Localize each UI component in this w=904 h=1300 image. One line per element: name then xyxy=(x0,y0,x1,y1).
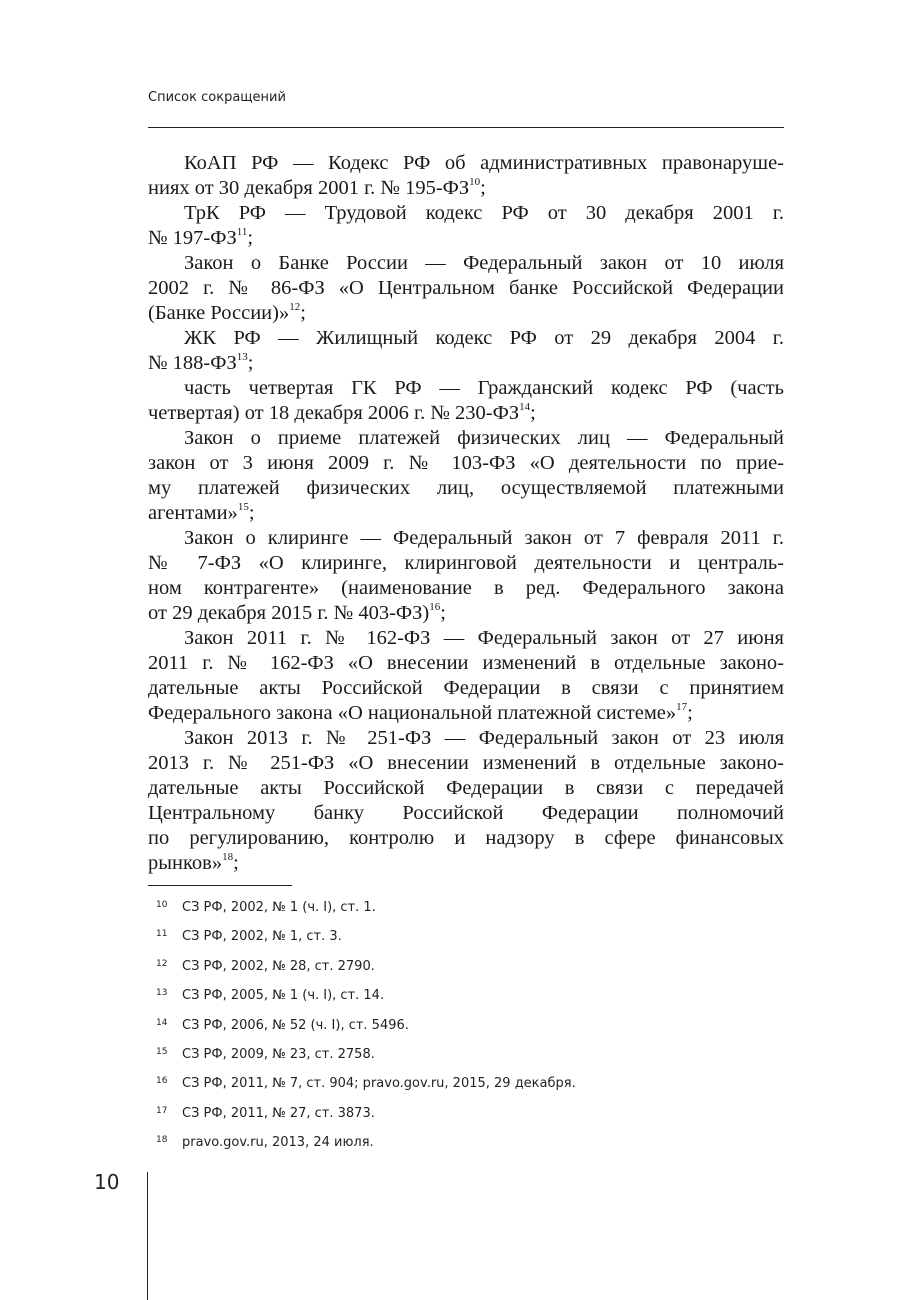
abbreviation-entry xyxy=(148,626,784,726)
page-margin-rule xyxy=(147,1172,148,1300)
footnote-number: 18 xyxy=(156,1135,168,1146)
entry-line: по регулированию, контролю и надзору в сфере финансовых xyxy=(148,827,784,849)
entry-line: Закон 2011 г. № 162-ФЗ — Федеральный закон от 27 июня xyxy=(184,627,784,649)
entry-line-last: Федерального закона «О национальной платежной системе»$^{17}$; xyxy=(148,701,693,724)
footnote-number: 16 xyxy=(156,1076,168,1087)
entry-line-last: ниях от 30 декабря 2001 г. № 195-ФЗ$^{10}$; xyxy=(148,176,486,199)
entry-line: закон от 3 июня 2009 г. № 103-ФЗ «О деятельности по прие- xyxy=(148,452,784,474)
footnote xyxy=(148,988,784,1017)
footnote-text: СЗ РФ, 2011, № 27, ст. 3873. xyxy=(182,1105,375,1121)
footnote-number: 12 xyxy=(156,958,168,969)
entry-line: ном контрагенте» (наименование в ред. Федерального закона xyxy=(148,577,784,599)
entry-line: Центральному банку Российской Федерации полномочий xyxy=(148,802,784,824)
footnote-text: СЗ РФ, 2002, № 1 (ч. I), ст. 1. xyxy=(182,900,376,915)
abbreviation-entry xyxy=(148,201,784,251)
footnote-text: СЗ РФ, 2005, № 1 (ч. I), ст. 14. xyxy=(182,988,385,1004)
abbreviation-entry xyxy=(148,726,784,876)
abbreviation-list xyxy=(148,151,784,876)
footnote-ref: 12 xyxy=(289,301,301,314)
entry-line: 2011 г. № 162-ФЗ «О внесении изменений в отдельные законо- xyxy=(148,652,784,674)
entry-line: Закон о клиринге — Федеральный закон от 7 февраля 2011 г. xyxy=(184,527,784,549)
abbreviation-entry xyxy=(148,526,784,626)
entry-line-last: (Банке России)»$^{12}$; xyxy=(148,301,306,324)
page-number: 10 xyxy=(94,1170,120,1194)
footnote-ref: 17 xyxy=(676,701,688,714)
entry-line-last: от 29 декабря 2015 г. № 403-ФЗ)$^{16}$; xyxy=(148,601,446,624)
footnote xyxy=(148,929,784,958)
entry-line: Закон о приеме платежей физических лиц — Федеральный xyxy=(184,427,784,449)
footnote-divider xyxy=(148,885,292,886)
footnote-number: 14 xyxy=(156,1017,168,1028)
entry-line: часть четвертая ГК РФ — Гражданский кодекс РФ (часть xyxy=(184,377,784,399)
footnote-text: СЗ РФ, 2002, № 1, ст. 3. xyxy=(182,929,342,945)
entry-line: дательные акты Российской Федерации в связи с принятием xyxy=(148,677,784,699)
entry-line: 2002 г. № 86-ФЗ «О Центральном банке Российской Федерации xyxy=(148,277,784,299)
entry-line: Закон о Банке России — Федеральный закон от 10 июля xyxy=(184,252,784,274)
footnote-text: СЗ РФ, 2009, № 23, ст. 2758. xyxy=(182,1046,375,1062)
footnote-number: 15 xyxy=(156,1046,168,1057)
abbreviation-entry xyxy=(148,151,784,201)
entry-line: Закон 2013 г. № 251-ФЗ — Федеральный закон от 23 июля xyxy=(184,727,784,749)
footnote xyxy=(148,1135,784,1164)
entry-line: му платежей физических лиц, осуществляемой платежными xyxy=(148,477,784,499)
footnote-text: СЗ РФ, 2011, № 7, ст. 904; pravo.gov.ru, 2015, 29 декабря. xyxy=(182,1076,576,1092)
footnote-ref: 15 xyxy=(237,501,249,514)
footnote xyxy=(148,900,784,929)
entry-line: ЖК РФ — Жилищный кодекс РФ от 29 декабря 2004 г. xyxy=(184,327,784,349)
footnote-ref: 18 xyxy=(222,851,234,864)
running-head: Список сокращений xyxy=(148,90,286,105)
entry-line-last: № 188-ФЗ$^{13}$; xyxy=(148,351,254,374)
footnote xyxy=(148,1076,784,1105)
footnote xyxy=(148,1047,784,1076)
entry-line: № 7-ФЗ «О клиринге, клиринговой деятельности и централь- xyxy=(148,552,784,574)
entry-line-last: рынков»$^{18}$; xyxy=(148,851,239,874)
footnote xyxy=(148,1018,784,1047)
entry-line: дательные акты Российской Федерации в связи с передачей xyxy=(148,777,784,799)
entry-line-last: четвертая) от 18 декабря 2006 г. № 230-ФЗ$^{14}$; xyxy=(148,401,536,424)
abbreviation-entry xyxy=(148,376,784,426)
entry-line-last: № 197-ФЗ$^{11}$; xyxy=(148,226,254,249)
footnote xyxy=(148,1106,784,1135)
abbreviation-entry xyxy=(148,426,784,526)
header-divider xyxy=(148,127,784,128)
abbreviation-entry xyxy=(148,326,784,376)
footnote-ref: 16 xyxy=(429,601,441,614)
abbreviation-entry xyxy=(148,251,784,326)
footnotes xyxy=(148,900,784,1165)
footnote-text: СЗ РФ, 2002, № 28, ст. 2790. xyxy=(182,958,375,974)
footnote-number: 11 xyxy=(156,929,168,940)
footnote-number: 13 xyxy=(156,988,168,999)
entry-line: КоАП РФ — Кодекс РФ об административных правонаруше- xyxy=(184,152,784,174)
footnote-number: 17 xyxy=(156,1105,168,1116)
footnote-ref: 13 xyxy=(236,351,248,364)
footnote-ref: 14 xyxy=(519,401,531,414)
footnote-text: pravo.gov.ru, 2013, 24 июля. xyxy=(182,1135,374,1151)
footnote-ref: 11 xyxy=(236,226,248,239)
entry-line: ТрК РФ — Трудовой кодекс РФ от 30 декабря 2001 г. xyxy=(184,202,784,224)
footnote xyxy=(148,959,784,988)
entry-line-last: агентами»$^{15}$; xyxy=(148,501,255,524)
footnote-ref: 10 xyxy=(469,176,481,189)
entry-line: 2013 г. № 251-ФЗ «О внесении изменений в отдельные законо- xyxy=(148,752,784,774)
footnote-number: 10 xyxy=(156,900,168,910)
footnote-text: СЗ РФ, 2006, № 52 (ч. I), ст. 5496. xyxy=(182,1017,409,1033)
